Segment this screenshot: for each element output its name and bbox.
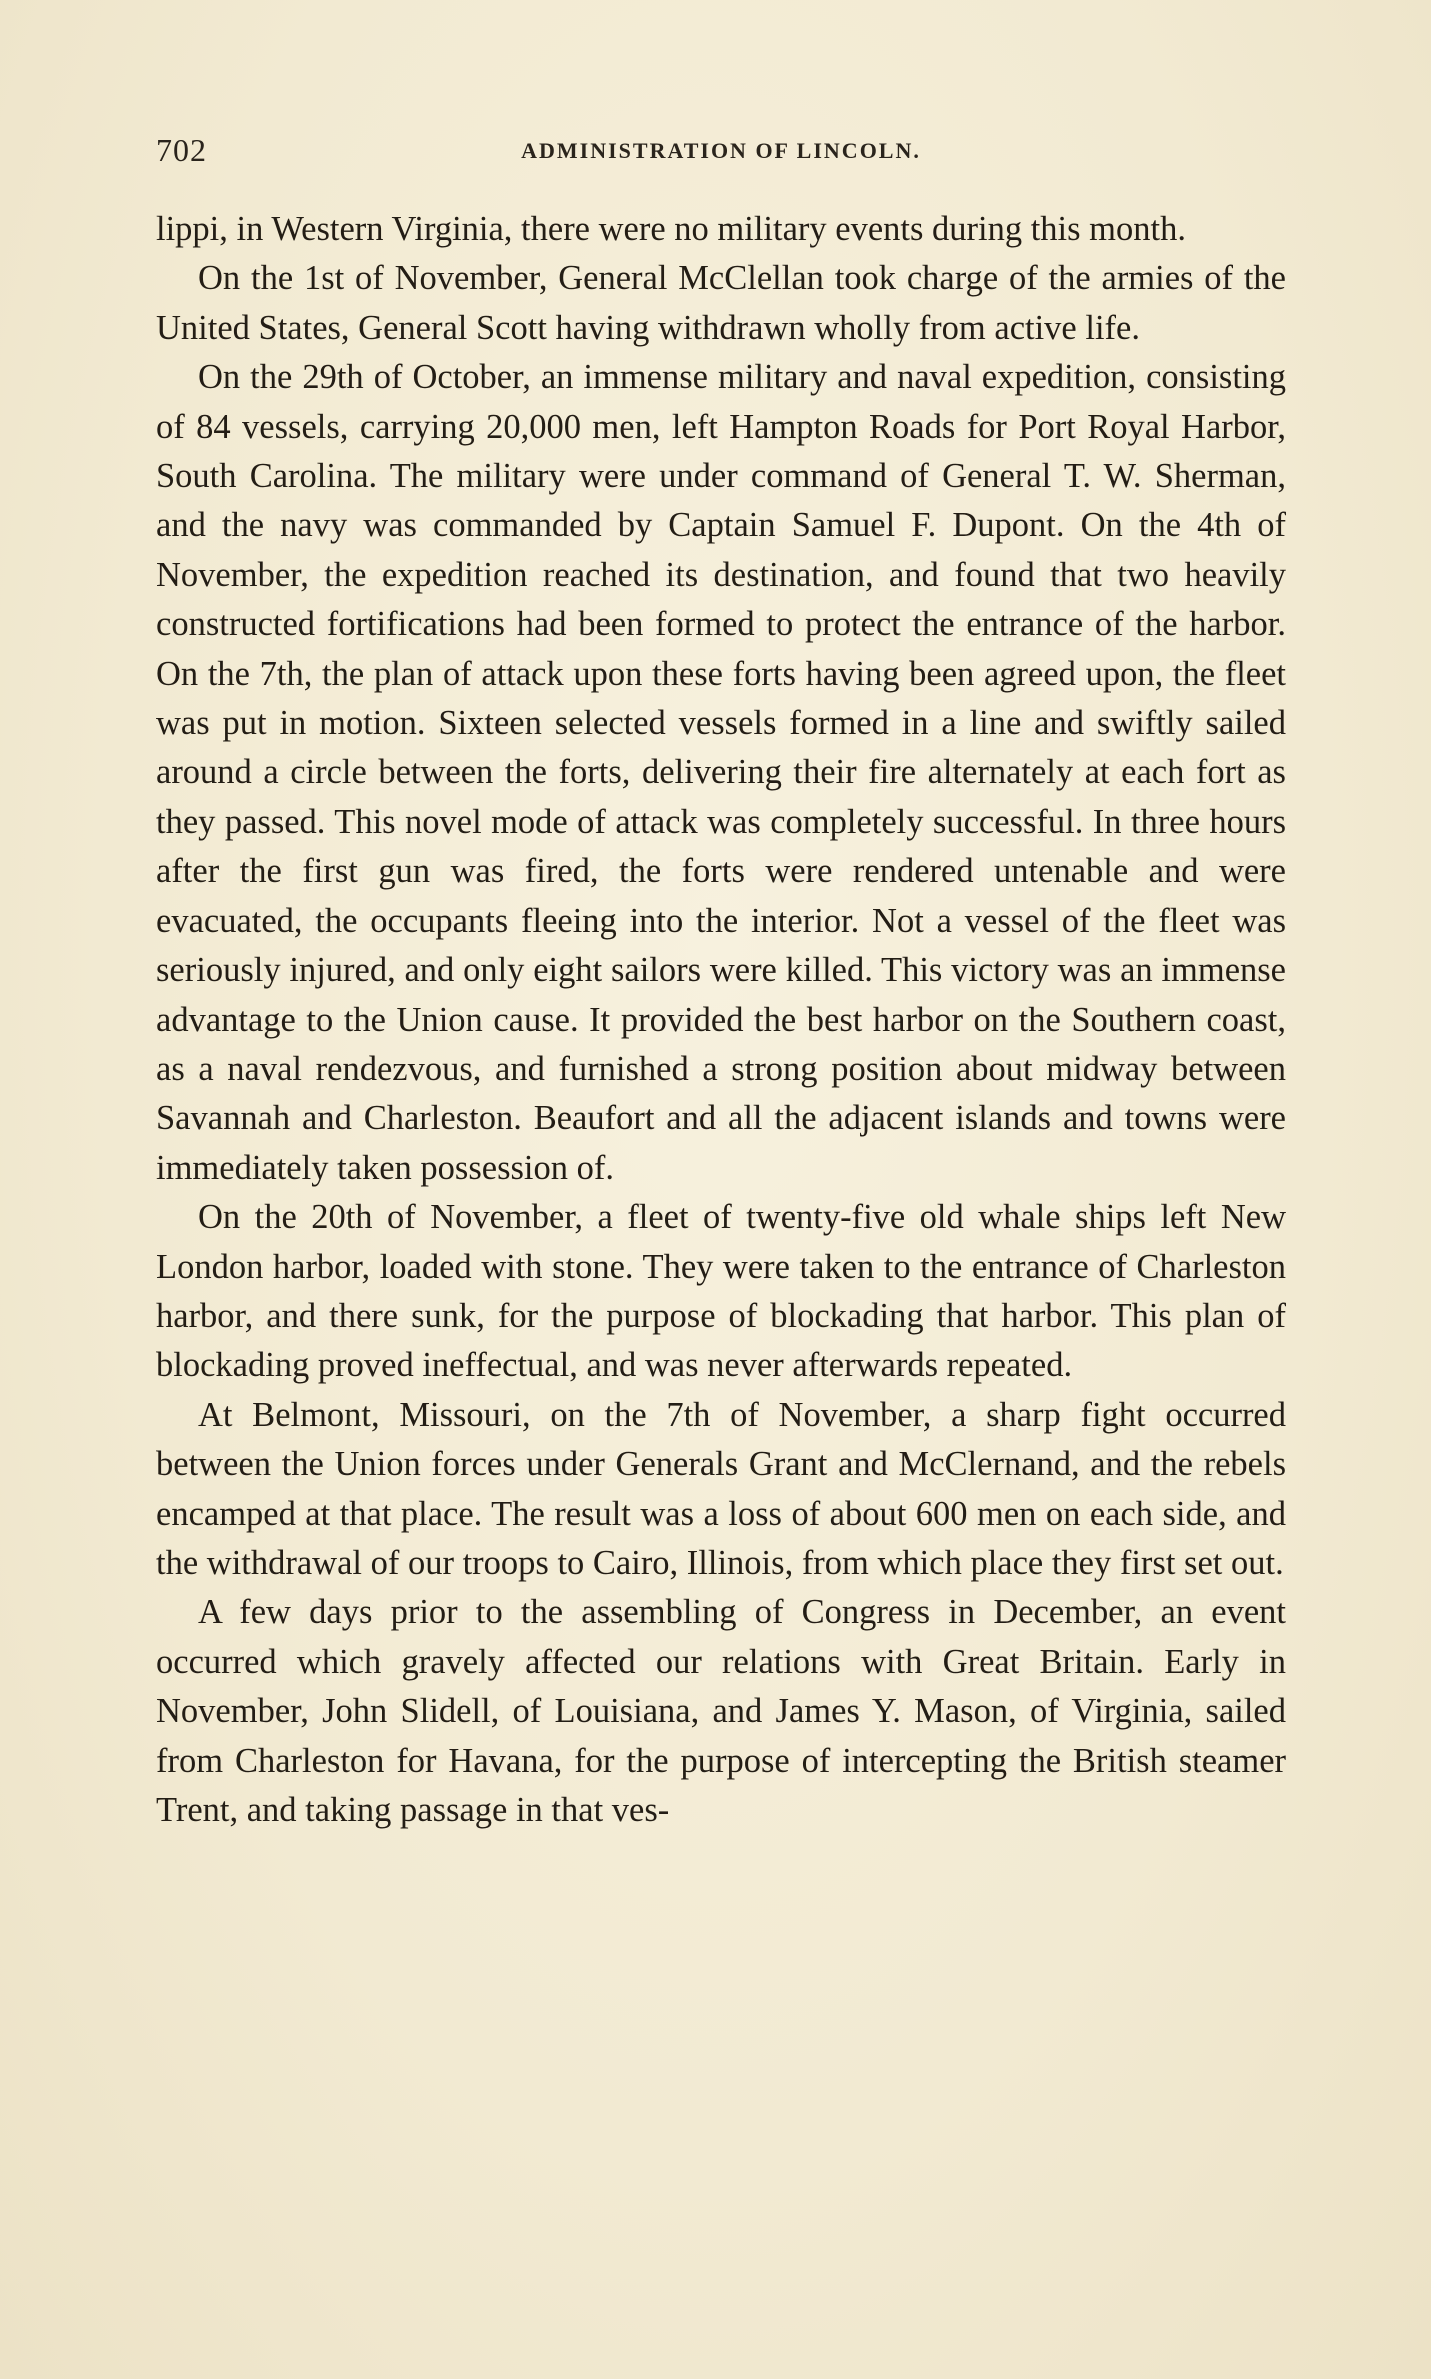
running-title: ADMINISTRATION OF LINCOLN. bbox=[521, 138, 921, 163]
paragraph-trent: A few days prior to the assembling of Congress in December, an event occurred which gravely affected our relations with Great Britain. Early in November, John Slidell, of Louisiana, and James Y. Mason, of Virginia, sailed from Charleston for Havana, for the purpose of intercepting the British steamer Trent, and taking passage in that ves- bbox=[156, 1593, 1286, 1829]
paragraph-continuation: lippi, in Western Virginia, there were no military events during this month. bbox=[156, 210, 1186, 248]
paragraph-mcclellan: On the 1st of November, General McClellan took charge of the armies of the United States, General Scott having withdrawn wholly from active life. bbox=[156, 259, 1286, 347]
page-number: 702 bbox=[156, 132, 207, 168]
body-text bbox=[156, 205, 1286, 1835]
paragraph-stone-fleet: On the 20th of November, a fleet of twenty-five old whale ships left New London harbor, loaded with stone. They were taken to the entrance of Charleston harbor, and there sunk, for the purpose of blockading that harbor. This plan of blockading proved ineffectual, and was never afterwards repeated. bbox=[156, 1198, 1286, 1385]
paragraph-port-royal: On the 29th of October, an immense military and naval expedition, consisting of 84 vessels, carrying 20,000 men, left Hampton Roads for Port Royal Harbor, South Carolina. The military were under command of General T. W. Sherman, and the navy was commanded by Captain Samuel F. Dupont. On the 4th of November, the expedition reached its destination, and found that two heavily constructed fortifications had been formed to protect the entrance of the harbor. On the 7th, the plan of attack upon these forts having been agreed upon, the fleet was put in motion. Sixteen selected vessels formed in a line and swiftly sailed around a circle between the forts, delivering their fire alternately at each fort as they passed. This novel mode of attack was completely successful. In three hours after the first gun was fired, the forts were rendered untenable and were evacuated, the occupants fleeing into the interior. Not a vessel of the fleet was seriously injured, and only eight sailors were killed. This victory was an immense advantage to the Union cause. It provided the best harbor on the Southern coast, as a naval rendezvous, and furnished a strong position about midway between Savannah and Charleston. Beaufort and all the adjacent islands and towns were immediately taken possession of. bbox=[156, 358, 1286, 1187]
running-head bbox=[156, 132, 1286, 172]
paragraph-belmont: At Belmont, Missouri, on the 7th of November, a sharp fight occurred between the Union forces under Generals Grant and McClernand, and the rebels encamped at that place. The result was a loss of about 600 men on each side, and the withdrawal of our troops to Cairo, Illinois, from which place they first set out. bbox=[156, 1395, 1286, 1582]
